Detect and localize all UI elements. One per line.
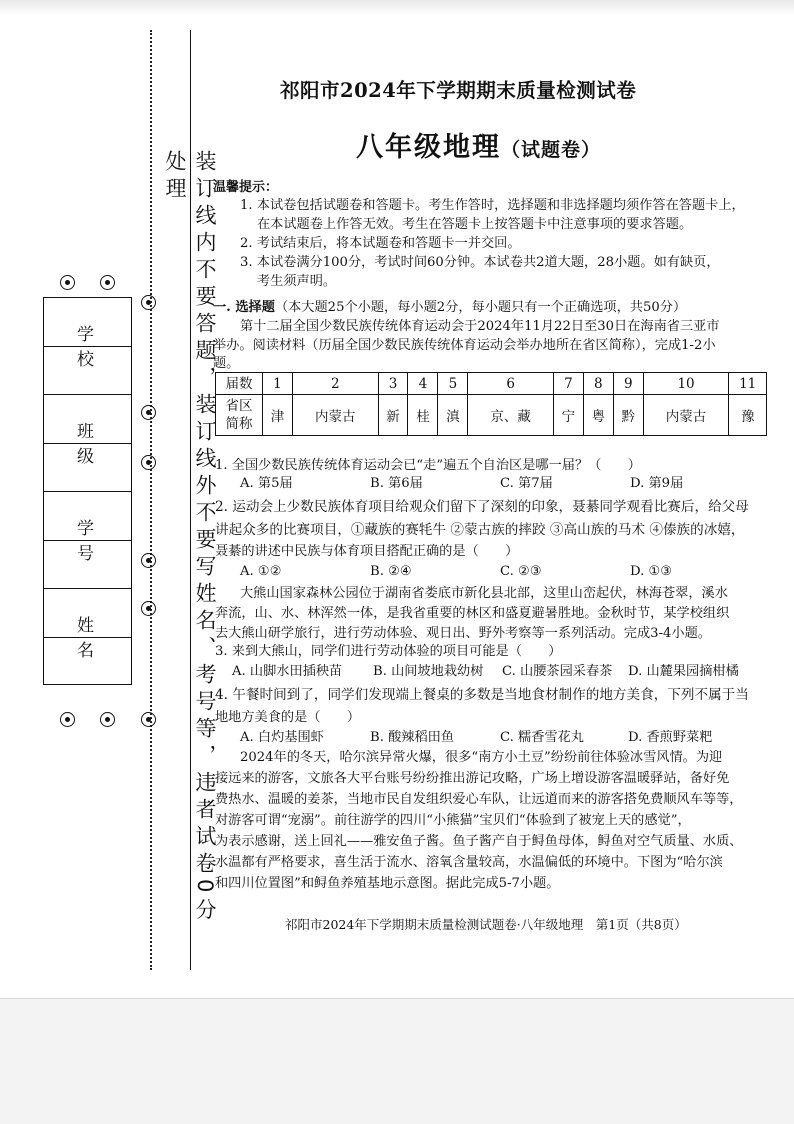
table-row — [216, 373, 767, 395]
binding-hole-icon — [141, 295, 156, 310]
table-cell-edition: 4 — [408, 373, 438, 395]
q1-option-a[interactable]: A. 第5届 — [240, 476, 293, 491]
table-cell-edition: 5 — [438, 373, 468, 395]
question-1: 1. 全国少数民族传统体育运动会已“走”遍五个自治区是哪一届？（ ） — [215, 458, 641, 473]
q1-option-d[interactable]: D. 第9届 — [630, 476, 684, 491]
exam-subject — [356, 125, 601, 164]
table-cell-edition: 2 — [292, 373, 378, 395]
name-label: 姓 名 — [77, 616, 112, 661]
tip-line: 在本试题卷上作答无效。考生在答题卡上按答题卡中注意事项的要求答题。 — [257, 217, 693, 232]
table-header-cell — [216, 395, 263, 436]
table-cell-edition: 6 — [468, 373, 554, 395]
field-divider — [44, 346, 131, 347]
question-4-line: 4. 午餐时间到了，同学们发现端上餐桌的多数是当地食材制作的地方美食，下列不属于当 — [215, 687, 749, 703]
passage3-line: 2024年的冬天，哈尔滨异常火爆，很多“南方小土豆”纷纷前往体验冰雪风情。为迎 — [240, 750, 723, 765]
name-field[interactable] — [44, 589, 131, 685]
school-label: 学 校 — [77, 325, 112, 370]
field-divider — [44, 637, 131, 638]
binding-hole-icon — [141, 601, 156, 616]
passage3-line: 费热水、温暖的姜茶，当地市民自发组织爱心车队，让远道而来的游客搭免费顺风车等等， — [215, 792, 743, 807]
q3-option-a[interactable]: A. 山脚水田插秧苗 — [232, 664, 343, 679]
tip-line: 1. 本试卷包括试题卷和答题卡。考生作答时，选择题和非选择题均须作答在答题卡上， — [240, 198, 745, 213]
table-cell-province: 黔 — [613, 395, 643, 436]
question-3: 3. 来到大熊山，同学们进行劳动体验的项目可能是（ ） — [215, 644, 562, 659]
games-host-table — [215, 372, 767, 436]
q2-option-b[interactable]: B. ②④ — [370, 564, 412, 579]
class-label: 班 级 — [77, 422, 112, 467]
q4-option-c[interactable]: C. 糯香雪花丸 — [500, 730, 584, 745]
section1-note: （本大题25个小题，每小题2分，每小题只有一个正确选项，共50分） — [274, 300, 687, 315]
passage3-line: 水温都有严格要求，喜生活于流水、溶氧含量较高，水温偏低的环境中。下图为“哈尔滨 — [215, 855, 723, 870]
q2-option-d[interactable]: D. ①③ — [630, 564, 673, 579]
binding-hole-icon — [141, 405, 156, 420]
table-cell-province: 津 — [263, 395, 293, 436]
table-cell-edition: 10 — [643, 373, 729, 395]
table-row — [216, 395, 767, 436]
tip-line: 3. 本试卷满分100分，考试时间60分钟。本试卷共2道大题，28小题。如有缺页， — [240, 255, 720, 270]
field-divider — [44, 540, 131, 541]
subject-name: 八年级地理 — [356, 132, 501, 163]
passage3-line: 和四川位置图”和鲟鱼养殖基地示意图。据此完成5-7小题。 — [215, 876, 560, 891]
binding-hole-icon — [141, 712, 156, 727]
q1-option-b[interactable]: B. 第6届 — [370, 476, 423, 491]
province-label-2: 简称 — [225, 416, 253, 432]
section1-title: 一. 选择题 — [213, 300, 275, 315]
question-2-line: 2. 运动会上少数民族体育项目给观众们留下了深刻的印象，聂綦同学观看比赛后，给父母 — [215, 499, 749, 515]
table-cell-province: 内蒙古 — [643, 395, 729, 436]
table-cell-edition: 7 — [553, 373, 583, 395]
scan-background — [0, 998, 794, 1124]
binding-margin — [0, 0, 215, 998]
exam-title: 祁阳市2024年下学期期末质量检测试卷 — [280, 79, 637, 102]
field-divider — [44, 443, 131, 444]
question-2-line: 聂綦的讲述中民族与体育项目搭配正确的是（ ） — [215, 544, 519, 559]
binding-hole-icon — [60, 275, 75, 290]
passage2-line: 去大熊山研学旅行，进行劳动体验、观日出、野外考察等一系列活动。完成3-4小题。 — [215, 626, 711, 641]
intro-line: 第十二届全国少数民族传统体育运动会于2024年11月22日至30日在海南省三亚市 — [240, 319, 720, 334]
q4-option-b[interactable]: B. 酸辣稻田鱼 — [370, 730, 455, 745]
table-cell-province: 新 — [378, 395, 408, 436]
page-footer: 祁阳市2024年下学期期末质量检测试题卷·八年级地理 第1页（共8页） — [285, 917, 687, 932]
q2-option-c[interactable]: C. ②③ — [500, 564, 542, 579]
passage2-line: 奔流，山、水、林浑然一体，是我省重要的林区和盛夏避暑胜地。金秋时节，某学校组织 — [215, 606, 730, 621]
binding-hole-icon — [141, 455, 156, 470]
q4-option-d[interactable]: D. 香煎野菜粑 — [628, 730, 713, 745]
table-cell-edition: 1 — [263, 373, 293, 395]
tips-heading: 温馨提示： — [213, 180, 279, 195]
tip-line: 2. 考试结束后，将本试题卷和答题卡一并交回。 — [240, 236, 521, 251]
class-field[interactable] — [44, 395, 131, 492]
table-cell-edition: 8 — [583, 373, 613, 395]
table-cell-province: 内蒙古 — [292, 395, 378, 436]
passage3-line: 对游客可谓“宠溺”。前往游学的四川“小熊猫”宝贝们“体验到了被宠上天的感觉”， — [215, 813, 691, 828]
intro-line: 题。 — [213, 356, 240, 371]
student-number-label: 学 号 — [77, 519, 112, 564]
school-field[interactable] — [44, 298, 131, 395]
student-info-box — [43, 297, 132, 685]
passage3-line: 为表示感谢，送上回礼——雅安鱼子酱。鱼子酱产自于鲟鱼母体，鲟鱼对空气质量、水质、 — [215, 834, 743, 849]
binding-dotted-line-left — [150, 30, 152, 970]
student-number-field[interactable] — [44, 492, 131, 589]
passage3-line: 接远来的游客，文旅各大平台账号纷纷推出游记攻略，广场上增设游客温暖驿站，备好免 — [215, 771, 730, 786]
table-cell-province: 宁 — [553, 395, 583, 436]
table-cell-edition: 9 — [613, 373, 643, 395]
q3-option-c[interactable]: C. 山腰茶园采春茶 — [502, 664, 613, 679]
q1-option-c[interactable]: C. 第7届 — [500, 476, 553, 491]
subject-note: （试题卷） — [501, 139, 602, 161]
q4-option-a[interactable]: A. 白灼基围虾 — [240, 730, 324, 745]
table-cell-province: 桂 — [408, 395, 438, 436]
table-cell-province: 滇 — [438, 395, 468, 436]
table-cell-province: 豫 — [729, 395, 767, 436]
binding-hole-icon — [100, 712, 115, 727]
question-4-line: 地地方美食的是（ ） — [215, 710, 361, 725]
q3-option-d[interactable]: D. 山麓果园摘柑橘 — [628, 664, 739, 679]
province-label-1: 省区 — [225, 398, 253, 414]
question-2-line: 讲起众多的比赛项目，①藏族的赛牦牛 ②蒙古族的摔跤 ③高山族的马术 ④傣族的冰嬉， — [215, 522, 745, 538]
intro-line: 举办。阅读材料（历届全国少数民族传统体育运动会举办地所在省区简称），完成1-2小 — [213, 338, 716, 353]
binding-hole-icon — [100, 275, 115, 290]
table-cell-edition: 3 — [378, 373, 408, 395]
table-cell-province: 京、藏 — [468, 395, 554, 436]
tip-line: 考生须声明。 — [257, 274, 337, 289]
table-header-cell: 届数 — [216, 373, 263, 395]
binding-warning-text: 装订线内不要答题，装订线外不要写姓名、考号等，违者试卷0分处理 — [163, 150, 217, 926]
binding-hole-icon — [141, 553, 156, 568]
binding-hole-icon — [60, 712, 75, 727]
q3-option-b[interactable]: B. 山间坡地栽幼树 — [373, 664, 484, 679]
q2-option-a[interactable]: A. ①② — [240, 564, 282, 579]
section1-heading — [213, 298, 686, 317]
table-cell-edition: 11 — [729, 373, 767, 395]
passage2-line: 大熊山国家森林公园位于湖南省娄底市新化县北部，这里山峦起伏，林海苍翠，溪水 — [240, 586, 728, 601]
table-cell-province: 粤 — [583, 395, 613, 436]
